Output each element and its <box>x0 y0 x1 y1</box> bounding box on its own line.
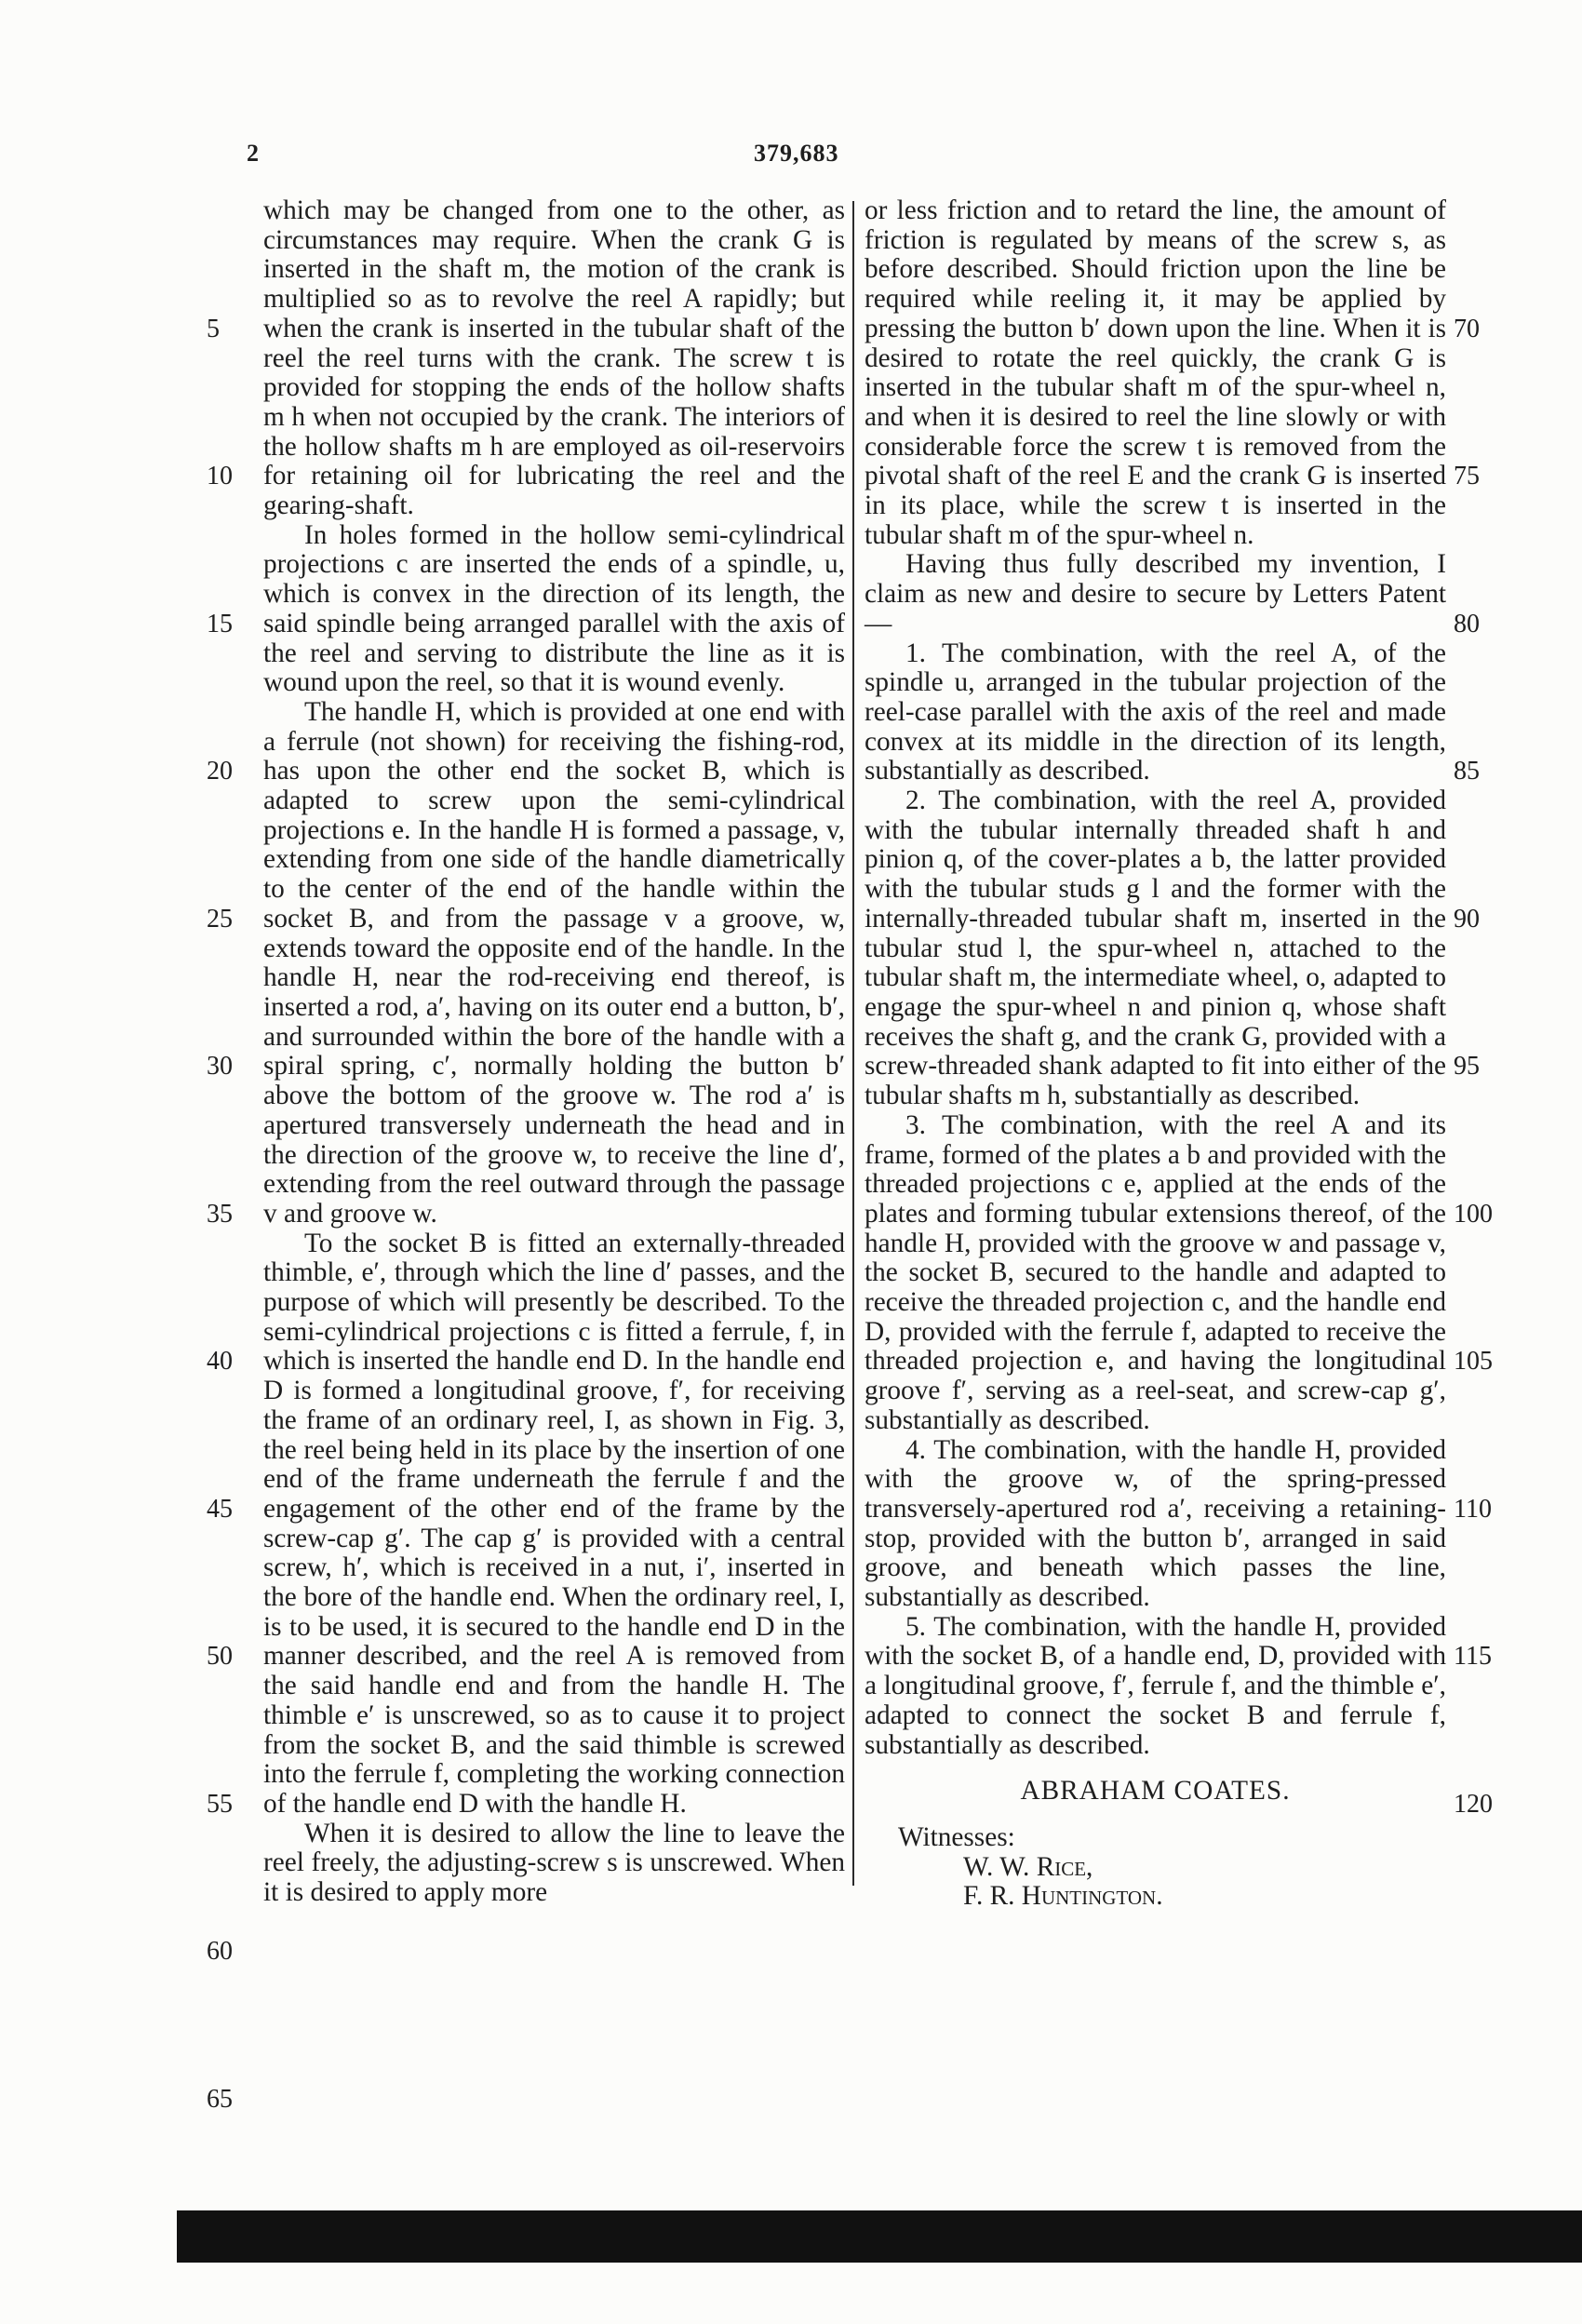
inventor-signature: ABRAHAM COATES. <box>1020 1776 1291 1807</box>
claim-5: 5. The combination, with the handle H, provided with the socket B, of a handle end, D, provided with a longitudinal groove, f′, ferrule f, and the thimble e′, adapted to connect the socket B and ferrule f, substantially as described. <box>865 1611 1446 1760</box>
line-number: 115 <box>1454 1642 1492 1672</box>
page-number: 2 <box>247 140 259 167</box>
left-paragraph-3: The handle H, which is provided at one end with a ferrule (not shown) for receiving the fishing-rod, has upon the other end the socket B, which is adapted to screw upon the semi-cylindrical projections e. In the handle H is formed a passage, v, extending from one side of the handle diametrically to the center of the end of the handle within the socket B, and from the passage v a groove, w, extends toward the opposite end of the handle. In the handle H, near the rod-receiving end thereof, is inserted a rod, a′, having on its outer end a button, b′, and surrounded within the bore of the handle with a spiral spring, c′, normally holding the button b′ above the bottom of the groove w. The rod a′ is apertured transversely underneath the head and in the direction of the groove w, to receive the line d′, extending from the reel outward through the passage v and groove w. <box>263 696 845 1229</box>
line-number: 105 <box>1454 1347 1493 1377</box>
line-number: 45 <box>207 1494 233 1524</box>
claim-3: 3. The combination, with the reel A and its frame, formed of the plates a b and provided with the threaded projections c e, applied at the ends of the plates and forming tubular extensions thereof, of the handle H, provided with the groove w and passage v, the socket B, secured to the handle and adapted to receive the threaded projection c, and the handle end D, provided with the ferrule f, adapted to receive the threaded projection e, and having the longitudinal groove f′, serving as a reel-seat, and screw-cap g′, substantially as described. <box>865 1109 1446 1435</box>
line-number: 5 <box>207 314 220 343</box>
line-number: 80 <box>1454 609 1480 638</box>
left-column <box>263 196 845 1908</box>
line-number: 15 <box>207 609 233 638</box>
line-number: 55 <box>207 1789 233 1819</box>
witnesses-label: Witnesses: <box>898 1821 1015 1852</box>
line-number: 30 <box>207 1052 233 1081</box>
line-number: 50 <box>207 1642 233 1672</box>
witness-name: W. W. Rice, <box>963 1851 1093 1882</box>
claim-preamble: Having thus fully described my invention, I claim as new and desire to secure by Letters Patent— <box>865 549 1446 638</box>
line-number: 10 <box>207 462 233 491</box>
left-paragraph-2: In holes formed in the hollow semi-cylindrical projections c are inserted the ends of a spindle, u, which is convex in the direction of its length, the said spindle being arranged parallel with the axis of the reel and serving to distribute the line as it is wound upon the reel, so that it is wound evenly. <box>263 519 845 698</box>
right-paragraph-1: or less friction and to retard the line, the amount of friction is regulated by means of the screw s, as before described. Should friction upon the line be required while reeling it, it may be applied by pressing the button b′ down upon the line. When it is desired to rotate the reel quickly, the crank G is inserted in the tubular shaft m of the spur-wheel n, and when it is desired to reel the line slowly or with considerable force the screw t is removed from the pivotal shaft of the reel E and the crank G is inserted in its place, while the screw t is inserted in the tubular shaft m of the spur-wheel n. <box>865 195 1446 550</box>
line-number: 65 <box>207 2084 233 2114</box>
right-column <box>865 196 1446 1912</box>
patent-number: 379,683 <box>754 140 839 167</box>
left-paragraph-1: which may be changed from one to the other, as circumstances may require. When the crank G is inserted in the shaft m, the motion of the crank is multiplied so as to revolve the reel A rapidly; but when the crank is inserted in the tubular shaft of the reel the reel turns with the crank. The screw t is provided for stopping the ends of the hollow shafts m h when not occupied by the crank. The interiors of the hollow shafts m h are employed as oil-reservoirs for retaining oil for lubricating the reel and the gearing-shaft. <box>263 195 845 521</box>
line-number: 60 <box>207 1937 233 1967</box>
line-number: 35 <box>207 1199 233 1229</box>
witness-name: F. R. Huntington. <box>963 1881 1163 1912</box>
line-number: 95 <box>1454 1052 1480 1081</box>
line-number: 70 <box>1454 314 1480 343</box>
line-number: 75 <box>1454 462 1480 491</box>
claim-2: 2. The combination, with the reel A, provided with the tubular internally threaded shaft h and pinion q, of the cover-plates a b, the latter provided with the tubular studs g l and the former with the internally-threaded tubular shaft m, inserted in the tubular stud l, the spur-wheel n, attached to the tubular shaft m, the intermediate wheel, o, adapted to engage the spur-wheel n and pinion q, whose shaft receives the shaft g, and the crank G, provided with a screw-threaded shank adapted to fit into either of the tubular shafts m h, substantially as described. <box>865 786 1446 1111</box>
line-number: 120 <box>1454 1789 1493 1819</box>
line-number: 20 <box>207 757 233 786</box>
column-divider <box>852 201 854 1886</box>
left-paragraph-4: To the socket B is fitted an externally-threaded thimble, e′, through which the line d′ passes, and the purpose of which will presently be described. To the semi-cylindrical projections c is fitted a ferrule, f, in which is inserted the handle end D. In the handle end D is formed a longitudinal groove, f′, for receiving the frame of an ordinary reel, I, as shown in Fig. 3, the reel being held in its place by the insertion of one end of the frame underneath the ferrule f and the engagement of the other end of the frame by the screw-cap g′. The cap g′ is provided with a central screw, h′, which is received in a nut, i′, inserted in the bore of the handle end. When the ordinary reel, I, is to be used, it is secured to the handle end D in the manner described, and the reel A is removed from the said handle end and from the handle H. The thimble e′ is unscrewed, so as to cause it to project from the socket B, and the said thimble is screwed into the ferrule f, completing the working connection of the handle end D with the handle H. <box>263 1228 845 1819</box>
line-number: 110 <box>1454 1494 1492 1524</box>
claim-1: 1. The combination, with the reel A, of the spindle u, arranged in the tubular projection of the reel-case parallel with the axis of the reel and made convex at its middle in the direction of its length, substantially as described. <box>865 638 1446 786</box>
claim-4: 4. The combination, with the handle H, provided with the groove w, of the spring-pressed transversely-apertured rod a′, receiving a retaining-stop, provided with the button b′, arranged in said groove, and beneath which passes the line, substantially as described. <box>865 1434 1446 1613</box>
line-number: 85 <box>1454 757 1480 786</box>
line-number: 25 <box>207 904 233 934</box>
line-number: 90 <box>1454 904 1480 934</box>
left-paragraph-5: When it is desired to allow the line to leave the reel freely, the adjusting-screw s is unscrewed. When it is desired to apply more <box>263 1818 845 1908</box>
scan-border-bar <box>177 2210 1582 2263</box>
line-number: 40 <box>207 1347 233 1377</box>
line-number: 100 <box>1454 1199 1493 1229</box>
witnesses-block <box>865 1823 1446 1912</box>
